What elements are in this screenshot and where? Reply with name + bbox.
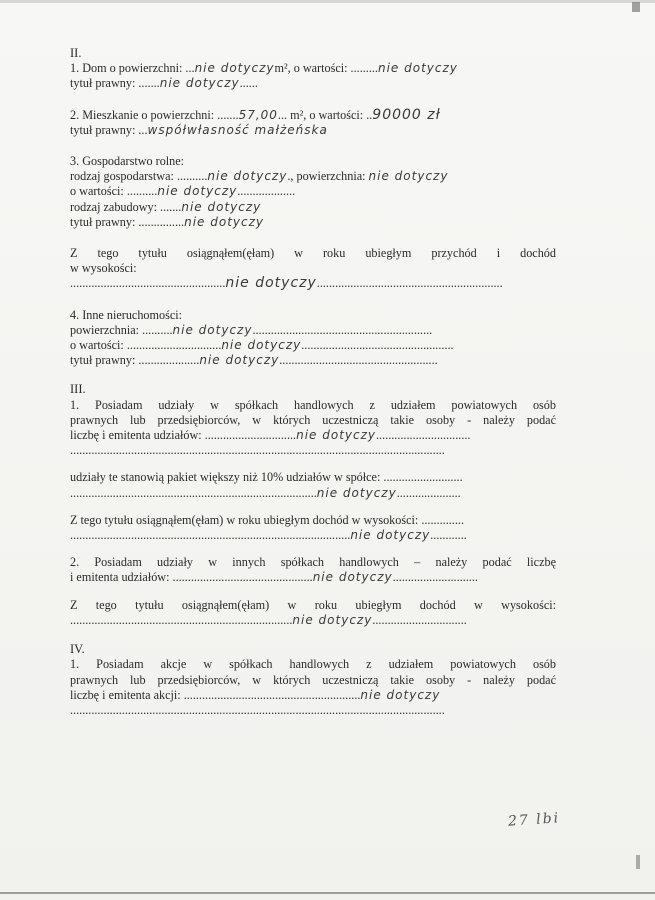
farm-type-line: rodzaj gospodarstwa: ..........nie dotyczy., powierzchnia: nie dotyczy bbox=[70, 169, 449, 184]
farm-title-line: tytuł prawny: ...............nie dotyczy bbox=[70, 214, 264, 229]
farm-buildings-line: rodzaj zabudowy: .......nie dotyczy bbox=[70, 199, 262, 214]
handwritten-entry: nie dotyczy bbox=[181, 199, 262, 214]
farm-income-answer: ...................................................nie dotyczy............................................................. bbox=[70, 275, 503, 292]
shares-10pct-answer: .................................................................................nie dotyczy..................... bbox=[70, 485, 461, 500]
handwritten-entry: nie dotyczy bbox=[312, 570, 393, 585]
section-heading-iii: III. bbox=[70, 382, 86, 397]
shares-text-2: prawnych lub przedsiębiorców, w których uczestniczą takie osoby - należy podać bbox=[70, 412, 556, 427]
handwritten-entry: nie dotyczy bbox=[225, 275, 317, 292]
other-shares-income-text: Z tego tytułu osiągnąłem(ęłam) w roku ubiegłym dochód w wysokości: bbox=[70, 597, 556, 612]
handwritten-entry: nie dotyczy bbox=[207, 169, 288, 184]
handwritten-entry: nie dotyczy bbox=[360, 687, 441, 702]
other-property-value: o wartości: ...............................nie dotyczy.................................................. bbox=[70, 338, 454, 353]
shares-income-text: Z tego tytułu osiągnąłem(ęłam) w roku ubiegłym dochód w wysokości: .............. bbox=[70, 512, 464, 527]
shares-10pct-text: udziały te stanowią pakiet większy niż 10% udziałów w spółce: .......................... bbox=[70, 470, 463, 485]
handwritten-entry: nie dotyczy bbox=[199, 353, 280, 368]
scan-mark bbox=[636, 855, 640, 869]
other-property-title: tytuł prawny: ....................nie dotyczy.................................................... bbox=[70, 353, 438, 368]
apartment-title-line: tytuł prawny: ...współwłasność małżeńska bbox=[70, 122, 328, 137]
other-shares-answer: i emitenta udziałów: ..............................................nie dotyczy............................ bbox=[70, 570, 478, 585]
house-line: 1. Dom o powierzchni: ...nie dotyczym², o wartości: .........nie dotyczy bbox=[70, 61, 458, 76]
scan-top-edge bbox=[0, 0, 655, 3]
house-title-line: tytuł prawny: .......nie dotyczy...... bbox=[70, 76, 258, 91]
handwritten-entry: nie dotyczy bbox=[316, 485, 397, 500]
handwritten-entry: nie dotyczy bbox=[368, 169, 449, 184]
other-property-heading: 4. Inne nieruchomości: bbox=[70, 307, 183, 322]
other-shares-text-1: 2. Posiadam udziały w innych spółkach handlowych – należy podać liczbę bbox=[70, 555, 556, 570]
scan-bottom-edge bbox=[0, 892, 655, 894]
farm-income-text: Z tego tytułu osiągnąłem(ęłam) w roku ubiegłym przychód i dochód bbox=[70, 246, 556, 261]
stocks-text-1: 1. Posiadam akcje w spółkach handlowych z udziałem powiatowych osób bbox=[70, 657, 556, 672]
handwritten-entry: nie dotyczy bbox=[157, 184, 238, 199]
handwritten-entry: nie dotyczy bbox=[194, 61, 275, 76]
handwritten-entry: nie dotyczy bbox=[296, 428, 376, 443]
handwritten-entry: nie dotyczy bbox=[292, 612, 373, 627]
handwritten-entry: nie dotyczy bbox=[159, 76, 240, 91]
handwritten-entry: nie dotyczy bbox=[350, 528, 431, 543]
declaration-form bbox=[70, 44, 556, 718]
stocks-text-2: prawnych lub przedsiębiorców, w których uczestniczą takie osoby - należy podać bbox=[70, 672, 556, 687]
shares-income-answer: ............................................................................................nie dotyczy............ bbox=[70, 528, 467, 543]
other-shares-income-answer: .........................................................................nie dotyczy............................... bbox=[70, 612, 467, 627]
handwritten-entry: nie dotyczy bbox=[221, 338, 302, 353]
stocks-answer: liczbę i emitenta akcji: ..........................................................nie dotyczy bbox=[70, 687, 441, 702]
handwritten-entry: nie dotyczy bbox=[172, 322, 253, 337]
handwritten-entry: nie dotyczy bbox=[377, 61, 458, 76]
farm-income-text-2: w wysokości: bbox=[70, 261, 137, 276]
handwritten-signature: 27 lbi bbox=[507, 810, 561, 830]
section-heading-iv: IV. bbox=[70, 642, 85, 657]
farm-heading: 3. Gospodarstwo rolne: bbox=[70, 154, 185, 169]
handwritten-entry: 57,00 bbox=[238, 107, 278, 122]
shares-dotted-line: ........................................................................................................................... bbox=[70, 443, 445, 458]
other-property-area: powierzchnia: ..........nie dotyczy........................................................... bbox=[70, 322, 433, 337]
handwritten-entry: 90000 zł bbox=[372, 106, 441, 123]
scan-mark bbox=[632, 2, 640, 12]
farm-value-line: o wartości: ..........nie dotyczy................... bbox=[70, 184, 296, 199]
apartment-line: 2. Mieszkanie o powierzchni: .......57,00... m², o wartości: ..90000 zł bbox=[70, 106, 441, 123]
shares-answer: liczbę i emitenta udziałów: ..............................nie dotyczy............................... bbox=[70, 428, 471, 443]
handwritten-entry: nie dotyczy bbox=[184, 214, 264, 229]
stocks-dotted-line: ........................................................................................................................... bbox=[70, 702, 445, 717]
section-heading-ii: II. bbox=[70, 46, 82, 60]
handwritten-entry: współwłasność małżeńska bbox=[147, 122, 328, 137]
shares-text-1: 1. Posiadam udziały w spółkach handlowych z udziałem powiatowych osób bbox=[70, 397, 556, 412]
